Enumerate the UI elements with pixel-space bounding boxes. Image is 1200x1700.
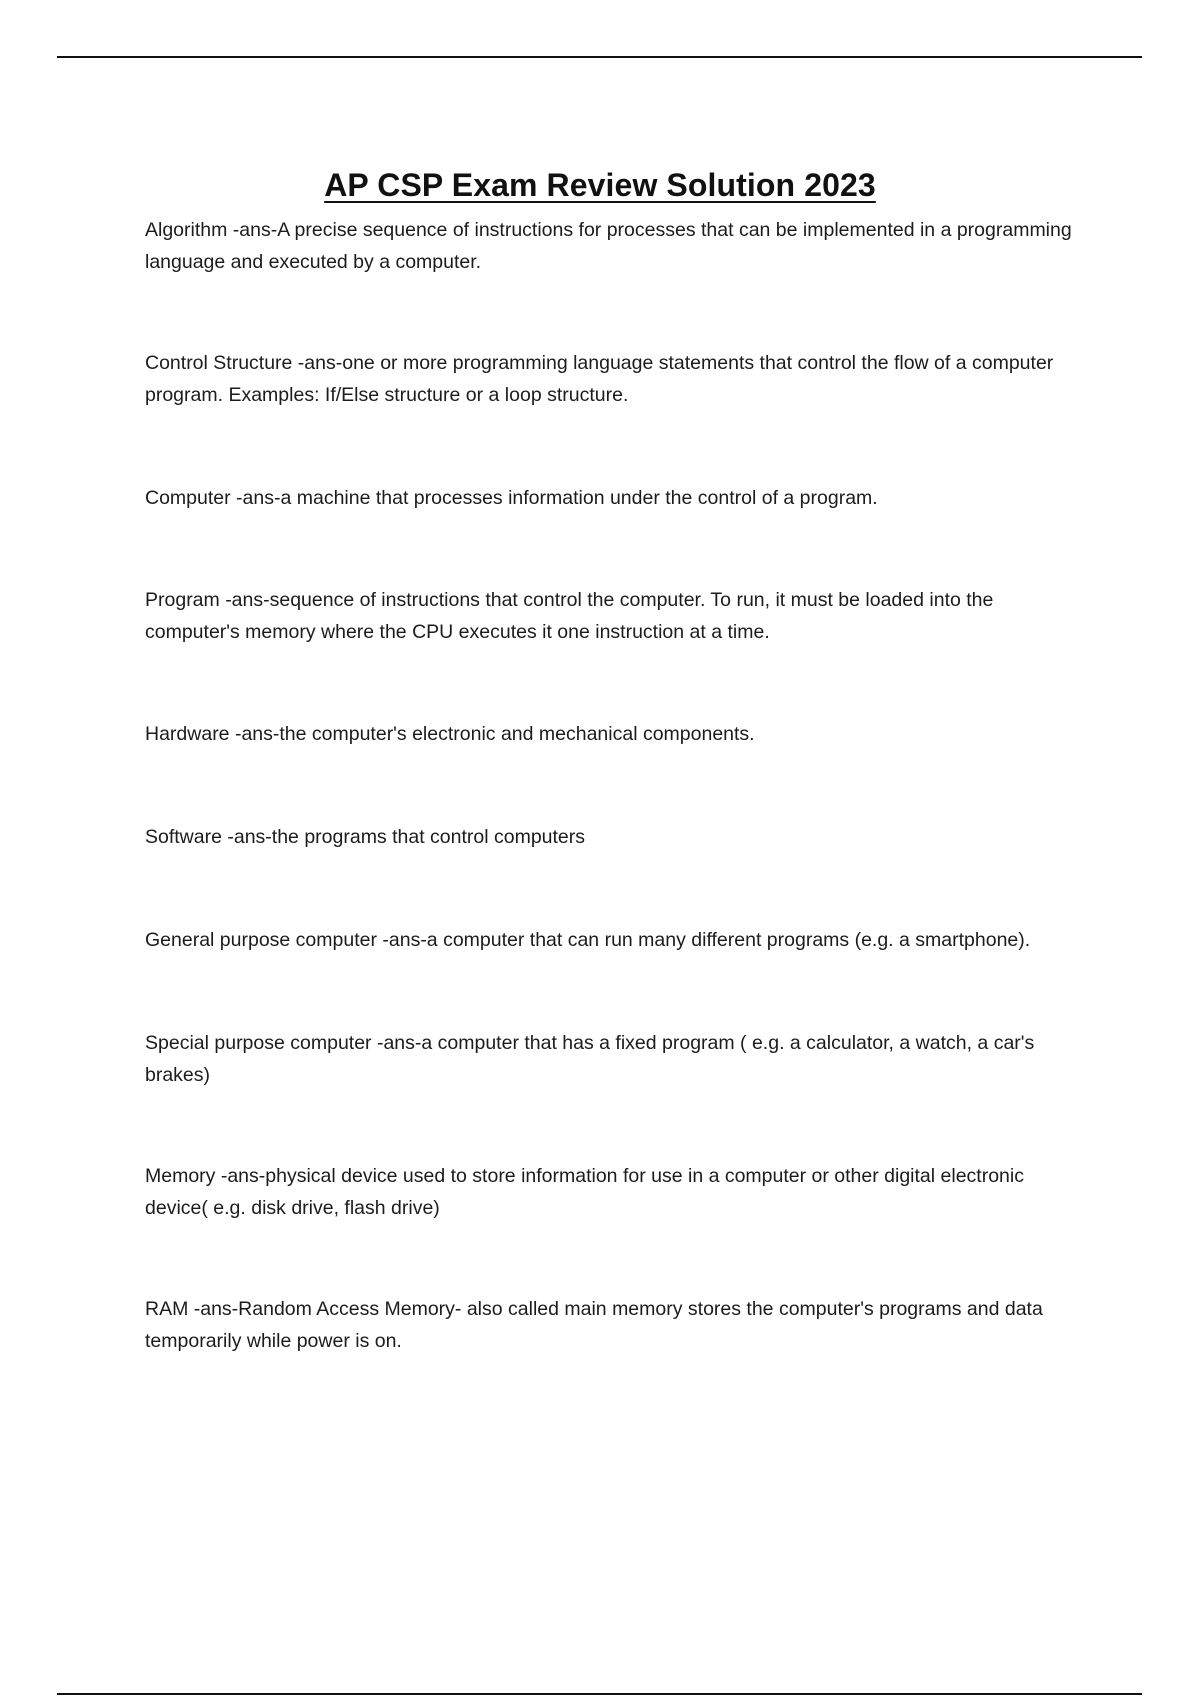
definition-entry-software: Software -ans-the programs that control computers bbox=[145, 826, 586, 848]
definition-entry-special-purpose-computer: Special purpose computer -ans-a computer that has a fixed program ( e.g. a calculator, a watch, a car's brakes) bbox=[145, 1032, 1035, 1086]
footer-rule bbox=[57, 1693, 1142, 1695]
definition-entry-general-purpose-computer: General purpose computer -ans-a computer that can run many different programs (e.g. a smartphone). bbox=[145, 929, 1031, 951]
definition-entry-memory: Memory -ans-physical device used to store information for use in a computer or other digital electronic device( e.g. disk drive, flash drive) bbox=[145, 1165, 1024, 1219]
definition-entry-program: Program -ans-sequence of instructions that control the computer. To run, it must be loaded into the computer's memory where the CPU executes it one instruction at a time. bbox=[145, 589, 994, 643]
definition-entry-computer: Computer -ans-a machine that processes information under the control of a program. bbox=[145, 487, 878, 509]
definition-entry-hardware: Hardware -ans-the computer's electronic and mechanical components. bbox=[145, 723, 755, 745]
definition-entry-control-structure: Control Structure -ans-one or more programming language statements that control the flow of a computer program. Examples: If/Else structure or a loop structure. bbox=[145, 352, 1054, 406]
definition-entry-algorithm: Algorithm -ans-A precise sequence of instructions for processes that can be implemented in a programming language and executed by a computer. bbox=[145, 219, 1072, 273]
definition-entry-ram: RAM -ans-Random Access Memory- also called main memory stores the computer's programs and data temporarily while power is on. bbox=[145, 1298, 1043, 1352]
document-title: AP CSP Exam Review Solution 2023 bbox=[324, 167, 876, 204]
